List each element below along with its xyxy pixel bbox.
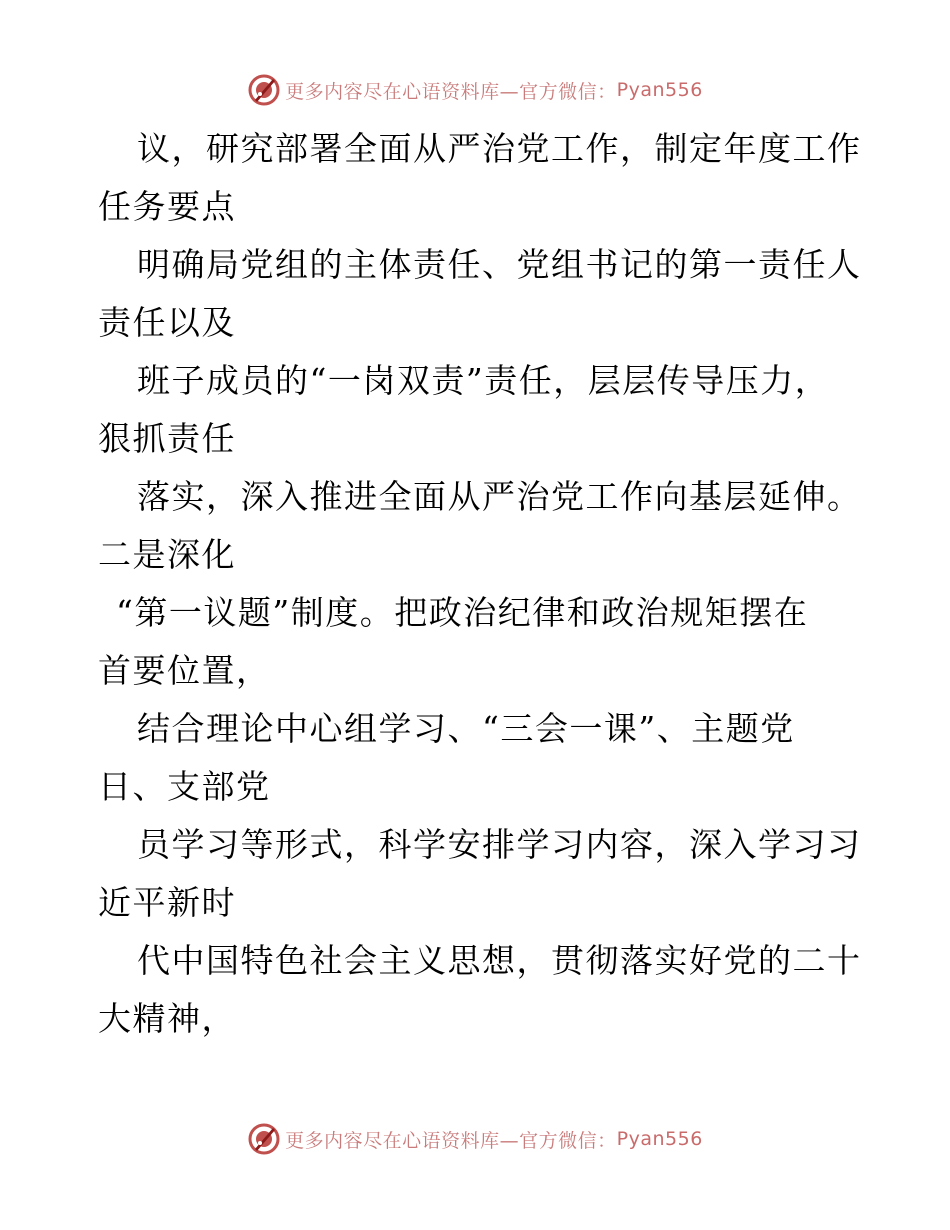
text-line: 员学习等形式，科学安排学习内容，深入学习习 [137,825,862,864]
text-line: 任务要点 [98,187,236,226]
text-line: 议，研究部署全面从严治党工作，制定年度工作 [137,129,862,168]
text-line: 代中国特色社会主义思想，贯彻落实好党的二十 [137,941,862,980]
text-line: 大精神， [98,999,236,1038]
text-line: “第一议题”制度。把政治纪律和政治规矩摆在 [116,593,809,632]
text-line: 日、支部党 [98,767,271,806]
text-line: 近平新时 [98,883,236,922]
text-line: 落实，深入推进全面从严治党工作向基层延伸。 [137,477,862,516]
text-line: 狠抓责任 [98,419,236,458]
watermark-wechat-id: Pyan556 [616,1128,703,1150]
footer-watermark [0,1119,950,1159]
text-line: 首要位置， [98,651,271,690]
text-line: 二是深化 [98,535,236,574]
watermark-text: 更多内容尽在心语资料库—官方微信： [285,1129,617,1152]
text-line: 责任以及 [98,303,236,342]
pen-nib-seal-icon [247,1122,281,1156]
header-watermark [0,70,950,110]
watermark-text: 更多内容尽在心语资料库—官方微信： [285,80,617,103]
watermark-wechat-id: Pyan556 [616,79,703,101]
text-line: 明确局党组的主体责任、党组书记的第一责任人 [137,245,862,284]
text-line: 班子成员的“一岗双责”责任，层层传导压力， [137,361,830,400]
text-line: 结合理论中心组学习、“三会一课”、主题党 [137,709,795,748]
pen-nib-seal-icon [247,73,281,107]
document-body [98,120,862,1048]
